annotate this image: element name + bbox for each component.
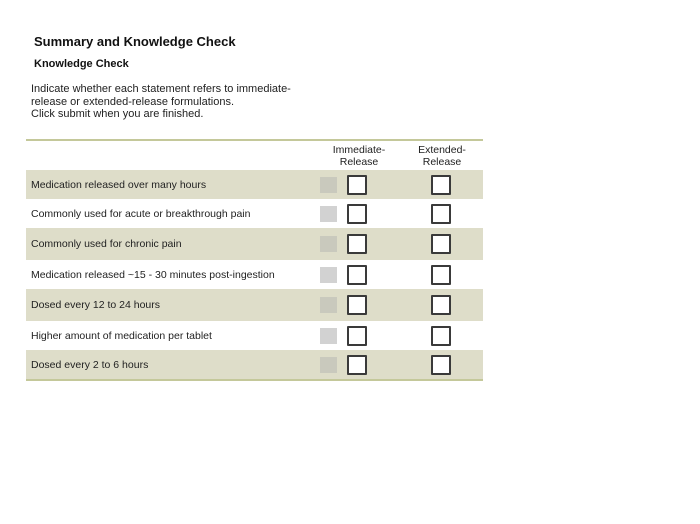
- question-label: Commonly used for chronic pain: [31, 238, 182, 250]
- section-subtitle: Knowledge Check: [34, 58, 129, 70]
- table-header-row: [26, 141, 483, 170]
- immediate-release-checkbox[interactable]: [347, 295, 367, 315]
- question-row: [26, 350, 483, 379]
- column-header-extended-release: Extended- Release: [418, 144, 466, 168]
- question-label: Medication released over many hours: [31, 178, 207, 191]
- immediate-release-checkbox[interactable]: [347, 265, 367, 285]
- checkbox-placeholder-shadow: [320, 236, 337, 252]
- question-row: [26, 321, 483, 350]
- instructions-line: Click submit when you are finished.: [31, 108, 204, 120]
- checkbox-placeholder-shadow: [320, 177, 337, 193]
- question-row: [26, 170, 483, 199]
- checkbox-placeholder-shadow: [320, 357, 337, 373]
- question-label: Dosed every 2 to 6 hours: [31, 358, 149, 371]
- instructions-line: release or extended-release formulations.: [31, 95, 235, 108]
- extended-release-checkbox[interactable]: [431, 234, 451, 254]
- checkbox-placeholder-shadow: [320, 297, 337, 313]
- question-row: [26, 289, 483, 321]
- question-label: Commonly used for acute or breakthrough pain: [31, 207, 251, 220]
- checkbox-placeholder-shadow: [320, 267, 337, 283]
- extended-release-checkbox[interactable]: [431, 295, 451, 315]
- question-row: [26, 228, 483, 260]
- column-header-immediate-release: Immediate- Release: [332, 144, 386, 168]
- immediate-release-checkbox[interactable]: [347, 234, 367, 254]
- instructions: [31, 83, 331, 121]
- immediate-release-checkbox[interactable]: [347, 175, 367, 195]
- checkbox-placeholder-shadow: [320, 328, 337, 344]
- immediate-release-checkbox[interactable]: [347, 326, 367, 346]
- question-label: Dosed every 12 to 24 hours: [31, 299, 160, 311]
- extended-release-checkbox[interactable]: [431, 355, 451, 375]
- question-label: Higher amount of medication per tablet: [31, 329, 212, 342]
- extended-release-checkbox[interactable]: [431, 326, 451, 346]
- extended-release-checkbox[interactable]: [431, 204, 451, 224]
- page-title: Summary and Knowledge Check: [34, 34, 236, 49]
- question-label: Medication released ~15 - 30 minutes post-ingestion: [31, 268, 275, 281]
- extended-release-checkbox[interactable]: [431, 175, 451, 195]
- question-row: [26, 199, 483, 228]
- immediate-release-checkbox[interactable]: [347, 204, 367, 224]
- checkbox-placeholder-shadow: [320, 206, 337, 222]
- knowledge-check-table: [26, 139, 483, 381]
- question-row: [26, 260, 483, 289]
- instructions-line: Indicate whether each statement refers to immediate-: [31, 83, 291, 95]
- immediate-release-checkbox[interactable]: [347, 355, 367, 375]
- extended-release-checkbox[interactable]: [431, 265, 451, 285]
